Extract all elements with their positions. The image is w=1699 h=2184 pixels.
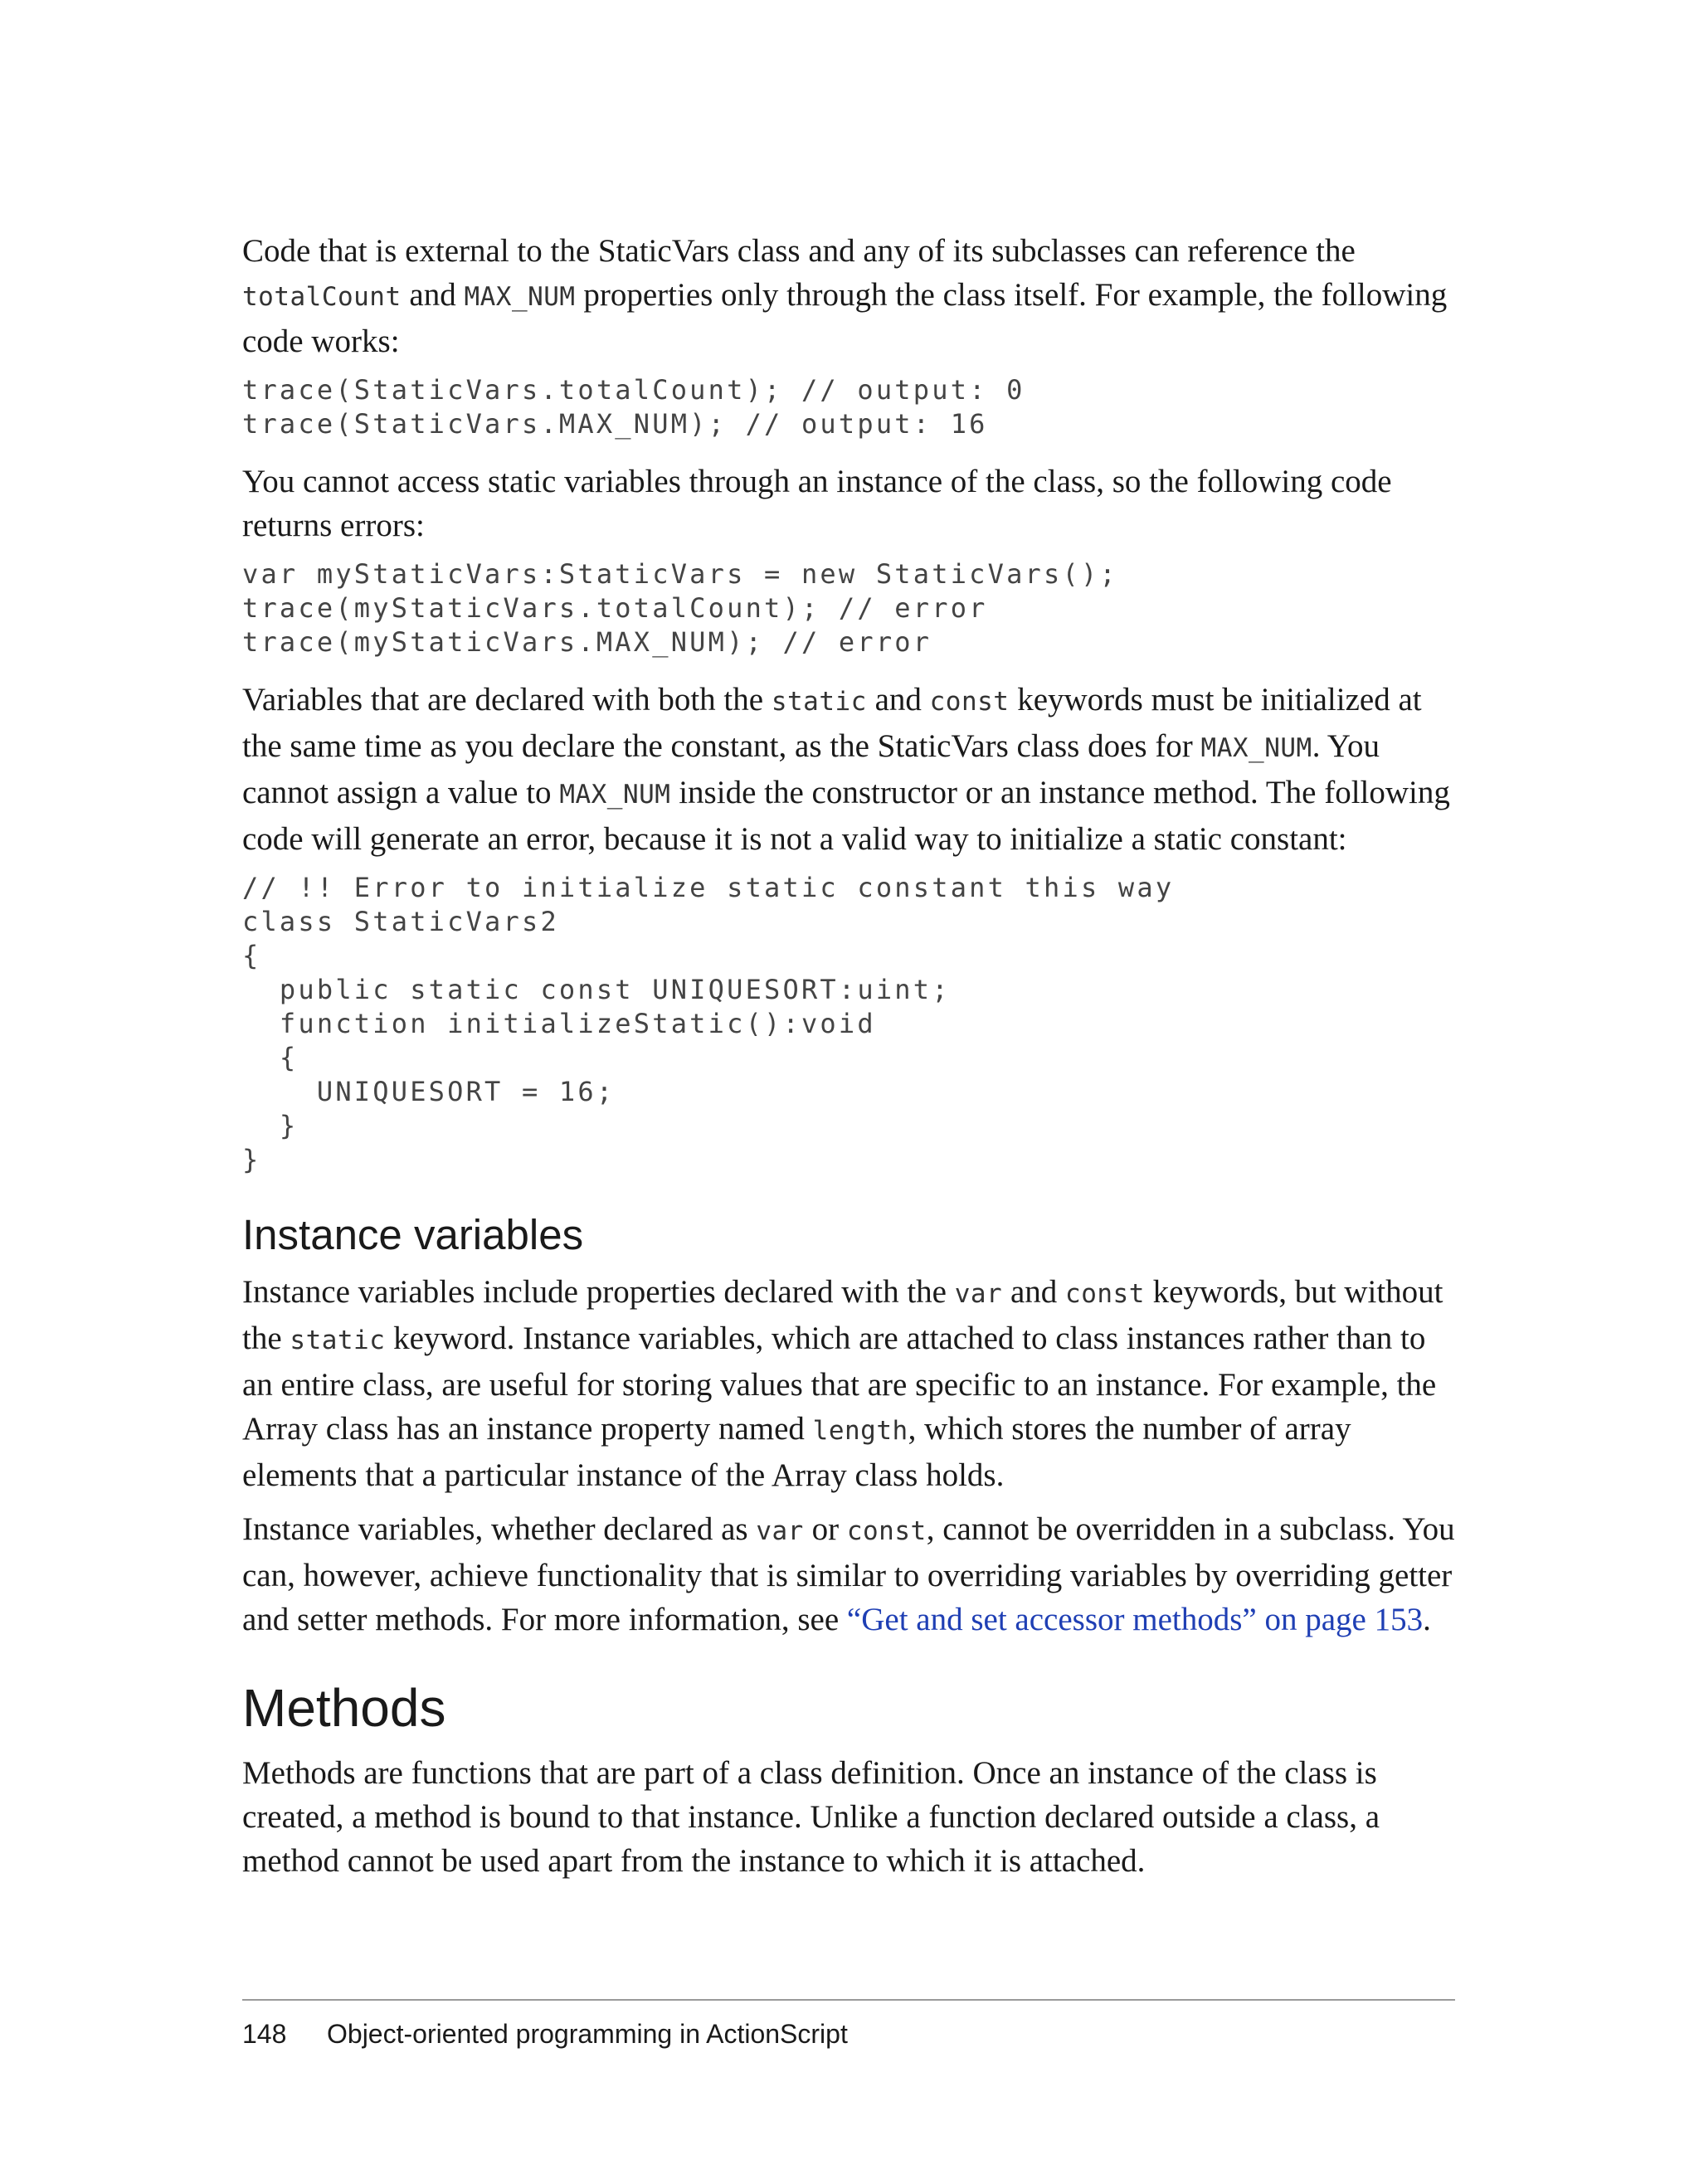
- text: Instance variables include properties declared with the: [242, 1274, 955, 1310]
- paragraph-instance-access-errors: You cannot access static variables through an instance of the class, so the following code returns errors:: [242, 464, 1392, 543]
- footer-row: [242, 2001, 1455, 2050]
- paragraph-instance-variables: [242, 1270, 1455, 1497]
- inline-code-const: const: [929, 687, 1010, 717]
- text: Instance variables, whether declared as: [242, 1511, 757, 1547]
- text: keyword. Instance variables, which are attached to class instances rather than to an entire class, are useful for storing values that are specific to an instance. For example, the Array class has an instance property named: [242, 1321, 1437, 1447]
- paragraph-override-instance-variables: [242, 1507, 1455, 1642]
- text: and: [1002, 1274, 1066, 1310]
- page-footer: [242, 1999, 1455, 2050]
- text: and: [401, 277, 465, 313]
- inline-code-const: const: [1065, 1279, 1145, 1309]
- page-number: 148: [242, 2019, 287, 2049]
- inline-code-totalcount: totalCount: [242, 282, 402, 312]
- text: inside the constructor or an instance method. The following code will generate an error, because it is not a valid way to initialize a static constant:: [242, 775, 1450, 857]
- text: . You cannot assign a value to: [242, 728, 1380, 810]
- text: or: [803, 1511, 847, 1547]
- inline-code-length: length: [812, 1416, 908, 1446]
- cross-reference-link-get-set-accessors[interactable]: “Get and set accessor methods” on page 153: [846, 1602, 1424, 1637]
- page-content: [242, 229, 1455, 1893]
- heading-instance-variables: Instance variables: [242, 1211, 584, 1258]
- paragraph-static-const-init: [242, 678, 1455, 861]
- code-block-trace-static: trace(StaticVars.totalCount); // output: 0 trace(StaticVars.MAX_NUM); // output: 16: [242, 374, 1025, 440]
- paragraph-static-access-intro: [242, 229, 1455, 363]
- text: keywords, but without the: [242, 1274, 1443, 1356]
- inline-code-const: const: [846, 1516, 927, 1546]
- inline-code-static: static: [290, 1325, 386, 1355]
- paragraph-methods: Methods are functions that are part of a class definition. Once an instance of the class is created, a method is bound to that instance. Unlike a function declared outside a class, a method cannot be used apart from the instance to which it is attached.: [242, 1755, 1380, 1879]
- inline-code-max-num: MAX_NUM: [559, 780, 671, 810]
- code-block-instance-errors: var myStaticVars:StaticVars = new StaticVars(); trace(myStaticVars.totalCount); // error trace(myStaticVars.MAX_NUM); // error: [242, 558, 1118, 658]
- heading-methods: Methods: [242, 1678, 446, 1738]
- code-block-static-const-error: // !! Error to initialize static constant this way class StaticVars2 { public static const UNIQUESORT:uint; function initializeStatic():void { UNIQUESORT = 16; } }: [242, 872, 1175, 1175]
- inline-code-static: static: [771, 687, 867, 717]
- text: properties only through the class itself. For example, the following code works:: [242, 277, 1448, 359]
- inline-code-var: var: [756, 1516, 804, 1546]
- text: Code that is external to the StaticVars class and any of its subclasses can reference the: [242, 233, 1356, 269]
- text: .: [1423, 1602, 1431, 1637]
- text: , which stores the number of array elements that a particular instance of the Array class holds.: [242, 1411, 1351, 1493]
- inline-code-var: var: [954, 1279, 1003, 1309]
- text: , cannot be overridden in a subclass. You can, however, achieve functionality that is similar to overriding variables by overriding getter and setter methods. For more information, see: [242, 1511, 1455, 1637]
- inline-code-max-num: MAX_NUM: [1200, 733, 1312, 763]
- text: Variables that are declared with both the: [242, 682, 772, 717]
- text: and: [866, 682, 930, 717]
- text: keywords must be initialized at the same time as you declare the constant, as the StaticVars class does for: [242, 682, 1422, 764]
- inline-code-max-num: MAX_NUM: [464, 282, 576, 312]
- chapter-title: Object-oriented programming in ActionScript: [327, 2019, 848, 2049]
